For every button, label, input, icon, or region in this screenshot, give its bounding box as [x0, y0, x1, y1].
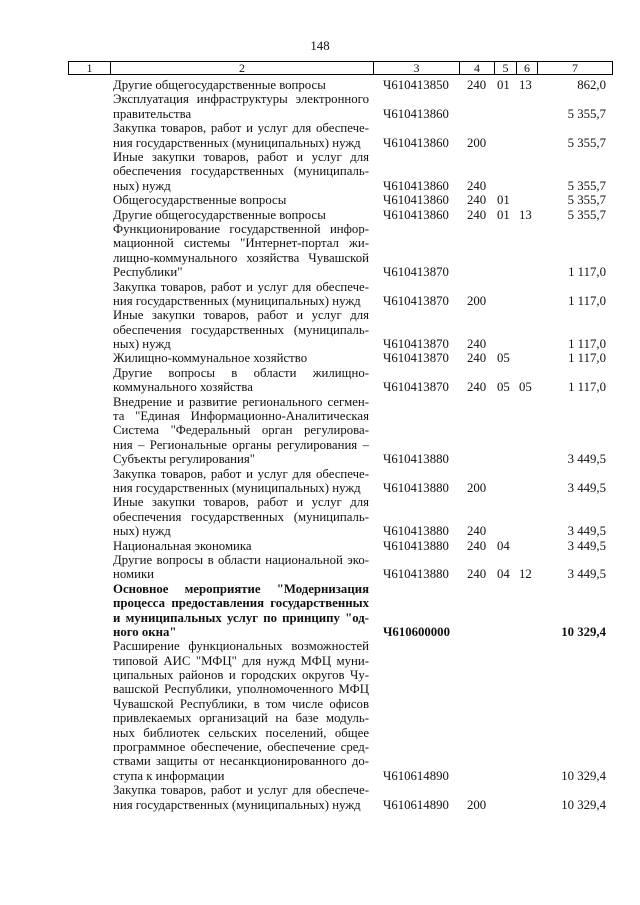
description-line: лищно-коммунального хозяйства Чувашской	[113, 250, 369, 265]
header-cell-1: 1	[69, 62, 111, 75]
description-line: Республики"	[113, 265, 183, 280]
cell-type-code	[459, 395, 494, 467]
cell-code: Ч610413870	[383, 380, 449, 395]
cell-amount: 5 355,7	[567, 178, 606, 193]
cell-code: Ч610413880	[383, 524, 449, 539]
description-line: ных) нужд	[113, 337, 171, 352]
description-line: ципальных районов и городских округов Чу-	[113, 668, 369, 683]
cell-amount: 1 117,0	[568, 351, 606, 366]
cell-subsection-code	[516, 582, 537, 640]
table-row	[68, 351, 612, 365]
cell-section-code	[494, 121, 516, 150]
cell-code: Ч610413870	[383, 351, 449, 366]
cell-type-code: 200	[467, 797, 487, 812]
description-line: Закупка товаров, работ и услуг для обеспече-	[113, 279, 369, 294]
description-line: ния – Региональные органы регулирования –	[113, 437, 369, 452]
cell-col-1	[68, 467, 110, 496]
cell-subsection-code	[516, 222, 537, 280]
description-line: Функционирование государственной инфор-	[113, 221, 369, 236]
description-line: программное обеспечение, обеспечение сред-	[113, 740, 369, 755]
description-line: Расширение функциональных возможностей	[113, 639, 369, 654]
table-body	[68, 78, 612, 812]
cell-amount: 5 355,7	[567, 135, 606, 150]
cell-description	[110, 351, 373, 365]
description-line: Чувашской Республики, в том числе офисов	[113, 696, 369, 711]
table-row	[68, 639, 612, 783]
cell-subsection-code	[516, 495, 537, 538]
cell-code: Ч610413870	[383, 265, 449, 280]
header-cell-2: 2	[111, 62, 374, 75]
cell-col-1	[68, 366, 110, 395]
description-line: Субъекты регулирования"	[113, 452, 255, 467]
table-row	[68, 150, 612, 193]
description-line: Закупка товаров, работ и услуг для обеспече-	[113, 121, 369, 136]
cell-subsection-code	[516, 308, 537, 351]
cell-col-1	[68, 553, 110, 582]
description-line: Иные закупки товаров, работ и услуг для	[113, 495, 369, 510]
cell-section-code	[494, 495, 516, 538]
cell-code: Ч610413880	[383, 480, 449, 495]
cell-section-code	[494, 150, 516, 193]
cell-section-code: 01	[497, 207, 510, 222]
description-line: Система "Федеральный орган регулирова-	[113, 423, 369, 438]
cell-type-code: 240	[467, 78, 487, 92]
cell-description	[110, 582, 373, 640]
cell-amount: 5 355,7	[567, 106, 606, 121]
cell-section-code	[494, 280, 516, 309]
cell-type-code: 200	[467, 480, 487, 495]
cell-subsection-code	[516, 783, 537, 812]
cell-section-code	[494, 582, 516, 640]
cell-type-code	[459, 92, 494, 121]
description-line: Жилищно-коммунальное хозяйство	[113, 351, 308, 366]
cell-code: Ч610413850	[383, 78, 449, 92]
table-row	[68, 193, 612, 207]
cell-section-code: 05	[497, 351, 510, 366]
cell-subsection-code	[516, 150, 537, 193]
description-line: ступа к информации	[113, 768, 225, 783]
description-line: ния государственных (муниципальных) нужд	[113, 135, 361, 150]
table-row	[68, 208, 612, 222]
description-line: обеспечения государственных (муниципаль-	[113, 509, 369, 524]
cell-description	[110, 150, 373, 193]
cell-description	[110, 222, 373, 280]
cell-col-1	[68, 280, 110, 309]
cell-section-code: 05	[497, 380, 510, 395]
cell-subsection-code	[516, 280, 537, 309]
cell-code: Ч610413880	[383, 538, 449, 553]
header-cell-7: 7	[538, 62, 613, 75]
cell-description	[110, 78, 373, 92]
cell-type-code: 240	[467, 538, 487, 553]
description-line: ния государственных (муниципальных) нужд	[113, 481, 361, 495]
cell-subsection-code	[516, 351, 537, 365]
header-cell-5: 5	[495, 62, 517, 75]
cell-code: Ч610614890	[383, 768, 449, 783]
cell-type-code	[459, 639, 494, 783]
cell-section-code: 04	[497, 538, 510, 553]
cell-subsection-code	[516, 539, 537, 553]
cell-code: Ч610413860	[383, 135, 449, 150]
description-line: Национальная экономика	[113, 538, 252, 553]
cell-description	[110, 553, 373, 582]
cell-subsection-code: 12	[519, 567, 532, 582]
cell-subsection-code	[516, 395, 537, 467]
description-line: вашской Республики, уполномоченного МФЦ	[113, 682, 369, 697]
table-row	[68, 582, 612, 640]
description-line: Закупка товаров, работ и услуг для обеспече-	[113, 783, 369, 798]
table-row	[68, 308, 612, 351]
description-line: Другие общегосударственные вопросы	[113, 78, 326, 93]
cell-section-code	[494, 222, 516, 280]
cell-amount: 1 117,0	[568, 265, 606, 280]
header-cell-4: 4	[460, 62, 495, 75]
cell-section-code	[494, 308, 516, 351]
cell-description	[110, 208, 373, 222]
description-line: Другие общегосударственные вопросы	[113, 207, 326, 222]
cell-description	[110, 280, 373, 309]
description-line: ния государственных (муниципальных) нужд	[113, 797, 361, 812]
table-row	[68, 121, 612, 150]
description-line: и муниципальных услуг по принципу "од-	[113, 610, 369, 625]
table-row	[68, 539, 612, 553]
description-line: процесса предоставления государственных	[113, 596, 369, 611]
cell-col-1	[68, 783, 110, 812]
cell-description	[110, 395, 373, 467]
cell-amount: 1 117,0	[568, 337, 606, 352]
table-row	[68, 280, 612, 309]
table-row	[68, 783, 612, 812]
cell-section-code: 01	[497, 78, 510, 92]
cell-code: Ч610413870	[383, 337, 449, 352]
cell-type-code: 200	[467, 293, 487, 308]
cell-col-1	[68, 395, 110, 467]
cell-description	[110, 495, 373, 538]
description-line: привлекаемых организаций на базе модуль-	[113, 711, 369, 726]
cell-subsection-code	[516, 121, 537, 150]
cell-code: Ч610413860	[383, 193, 449, 208]
description-line: Эксплуатация инфраструктуры электронного	[113, 92, 369, 107]
cell-type-code: 240	[467, 337, 487, 352]
cell-col-1	[68, 308, 110, 351]
cell-code: Ч610614890	[383, 797, 449, 812]
cell-col-1	[68, 193, 110, 207]
cell-col-1	[68, 78, 110, 92]
description-line: Иные закупки товаров, работ и услуг для	[113, 308, 369, 323]
description-line: Общегосударственные вопросы	[113, 193, 287, 208]
page-number: 148	[310, 39, 330, 53]
table-row	[68, 467, 612, 496]
cell-code: Ч610413860	[383, 207, 449, 222]
cell-subsection-code	[516, 639, 537, 783]
cell-col-1	[68, 639, 110, 783]
cell-description	[110, 308, 373, 351]
cell-type-code: 240	[467, 207, 487, 222]
cell-description	[110, 121, 373, 150]
cell-amount: 3 449,5	[567, 480, 606, 495]
cell-col-1	[68, 208, 110, 222]
cell-col-1	[68, 150, 110, 193]
description-line: ных) нужд	[113, 178, 171, 193]
cell-subsection-code	[516, 92, 537, 121]
description-line: Другие вопросы в области жилищно-	[113, 365, 369, 380]
table-header	[68, 61, 613, 75]
cell-description	[110, 539, 373, 553]
cell-code: Ч610413880	[383, 452, 449, 467]
cell-section-code	[494, 92, 516, 121]
cell-col-1	[68, 222, 110, 280]
cell-code: Ч610413860	[383, 178, 449, 193]
cell-type-code: 240	[467, 351, 487, 366]
description-line: Внедрение и развитие регионального сегмен-	[113, 394, 369, 409]
cell-type-code: 240	[467, 524, 487, 539]
cell-amount: 5 355,7	[567, 207, 606, 222]
description-line: правительства	[113, 106, 192, 121]
table-row	[68, 222, 612, 280]
cell-amount: 10 329,4	[561, 768, 606, 783]
cell-col-1	[68, 351, 110, 365]
table-row	[68, 553, 612, 582]
cell-amount: 3 449,5	[567, 452, 606, 467]
cell-amount: 3 449,5	[567, 524, 606, 539]
cell-subsection-code: 13	[519, 78, 532, 92]
table-row	[68, 78, 612, 92]
table-row	[68, 366, 612, 395]
cell-description	[110, 639, 373, 783]
cell-type-code: 240	[467, 567, 487, 582]
cell-section-code	[494, 395, 516, 467]
table-row	[68, 495, 612, 538]
cell-section-code: 04	[497, 567, 510, 582]
description-line: та "Единая Информационно-Аналитическая	[113, 409, 369, 424]
cell-amount: 1 117,0	[568, 293, 606, 308]
description-line: Закупка товаров, работ и услуг для обеспече-	[113, 466, 369, 481]
cell-section-code	[494, 639, 516, 783]
budget-table	[68, 78, 612, 812]
description-line: ствами защиты от несанкционированного до-	[113, 754, 369, 769]
cell-subsection-code	[516, 467, 537, 496]
header-cell-6: 6	[517, 62, 538, 75]
cell-col-1	[68, 582, 110, 640]
cell-description	[110, 193, 373, 207]
cell-type-code	[459, 222, 494, 280]
description-line: Основное мероприятие "Модернизация	[113, 581, 369, 596]
cell-code: Ч610413860	[383, 106, 449, 121]
header-row	[69, 62, 613, 75]
description-line: Иные закупки товаров, работ и услуг для	[113, 149, 369, 164]
description-line: ного окна"	[113, 624, 177, 639]
table-row	[68, 92, 612, 121]
cell-description	[110, 467, 373, 496]
cell-col-1	[68, 539, 110, 553]
cell-code: Ч610413880	[383, 567, 449, 582]
cell-col-1	[68, 121, 110, 150]
cell-amount: 3 449,5	[567, 567, 606, 582]
cell-amount: 10 329,4	[561, 797, 606, 812]
cell-subsection-code: 13	[519, 207, 532, 222]
cell-code: Ч610413870	[383, 293, 449, 308]
cell-subsection-code: 05	[519, 380, 532, 395]
table-row	[68, 395, 612, 467]
cell-amount: 10 329,4	[561, 624, 606, 639]
description-line: ния государственных (муниципальных) нужд	[113, 293, 361, 308]
cell-type-code	[459, 582, 494, 640]
cell-type-code: 200	[467, 135, 487, 150]
cell-type-code: 240	[467, 178, 487, 193]
cell-subsection-code	[516, 193, 537, 207]
cell-section-code	[494, 467, 516, 496]
description-line: коммунального хозяйства	[113, 380, 253, 395]
cell-description	[110, 366, 373, 395]
description-line: номики	[113, 567, 155, 582]
description-line: типовой АИС "МФЦ" для нужд МФЦ муни-	[113, 653, 369, 668]
cell-amount: 1 117,0	[568, 380, 606, 395]
description-line: ных) нужд	[113, 524, 171, 539]
cell-description	[110, 92, 373, 121]
cell-section-code: 01	[497, 193, 510, 208]
header-cell-3: 3	[374, 62, 460, 75]
cell-type-code: 240	[467, 193, 487, 208]
cell-amount: 862,0	[577, 78, 606, 92]
cell-type-code: 240	[467, 380, 487, 395]
description-line: обеспечения государственных (муниципаль-	[113, 322, 369, 337]
description-line: мационной системы "Интернет-портал жи-	[113, 236, 369, 251]
description-line: ных библиотек сельских поселений, общее	[113, 725, 369, 740]
cell-amount: 5 355,7	[567, 193, 606, 208]
cell-code: Ч610600000	[383, 624, 450, 639]
cell-col-1	[68, 495, 110, 538]
cell-section-code	[494, 783, 516, 812]
cell-description	[110, 783, 373, 812]
description-line: обеспечения государственных (муниципаль-	[113, 164, 369, 179]
description-line: Другие вопросы в области национальной эко-	[113, 552, 369, 567]
cell-amount: 3 449,5	[567, 538, 606, 553]
cell-col-1	[68, 92, 110, 121]
